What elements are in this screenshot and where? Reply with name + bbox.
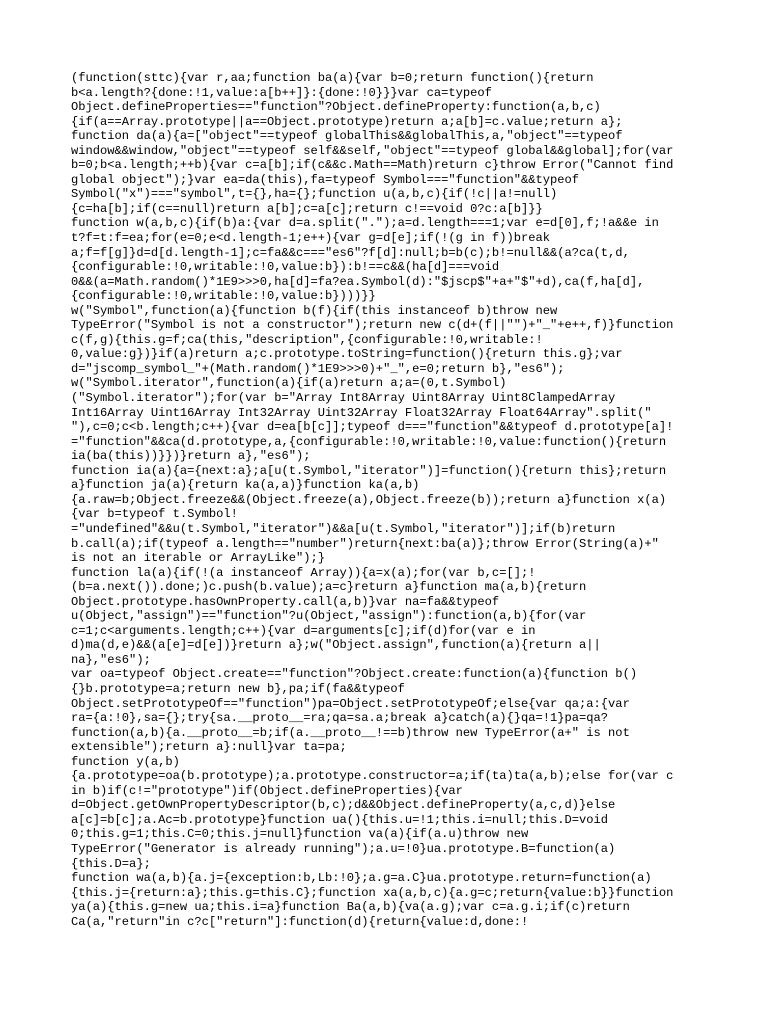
code-line: a}function ja(a){return ka(a,a)}function ka(a,b) — [71, 478, 420, 493]
code-text-block — [71, 71, 711, 929]
code-line: function w(a,b,c){if(b)a:{var d=a.split(".");a=d.length===1;var e=d[0],f;!a&&e in — [71, 216, 659, 231]
code-line: c=1;c<arguments.length;c++){var d=arguments[c];if(d)for(var e in — [71, 623, 536, 638]
code-line: {a.prototype=oa(b.prototype);a.prototype.constructor=a;if(ta)ta(a,b);else for(var c — [71, 769, 674, 784]
code-line: Object.prototype.hasOwnProperty.call(a,b)}var na=fa&&typeof — [71, 594, 500, 609]
code-line: Object.defineProperties=="function"?Object.defineProperty:function(a,b,c) — [71, 100, 601, 115]
code-line: ("Symbol.iterator");for(var b="Array Int8Array Uint8Array Uint8ClampedArray — [71, 391, 616, 406]
code-line: 0&&(a=Math.random()*1E9>>>0,ha[d]=fa?ea.Symbol(d):"$jscp$"+a+"$"+d),ca(f,ha[d], — [71, 274, 645, 289]
code-line: Symbol("x")==="symbol",t={},ha={};function u(a,b,c){if(!c||a!=null) — [71, 187, 558, 202]
code-line: w("Symbol.iterator",function(a){if(a)return a;a=(0,t.Symbol) — [71, 376, 507, 391]
code-line: ="undefined"&&u(t.Symbol,"iterator")&&a[u(t.Symbol,"iterator")];if(b)return — [71, 521, 616, 536]
code-line: d=Object.getOwnPropertyDescriptor(b,c);d&&Object.defineProperty(a,c,d)}else — [71, 798, 616, 813]
code-line: {var b=typeof t.Symbol! — [71, 507, 238, 522]
code-line: d)ma(d,e)&&(a[e]=d[e])}return a};w("Object.assign",function(a){return a|| — [71, 638, 601, 653]
code-line: 0;this.g=1;this.C=0;this.j=null}function va(a){if(a.u)throw new — [71, 827, 529, 842]
code-line: function da(a){a=["object"==typeof globalThis&&globalThis,a,"object"==typeof — [71, 129, 623, 144]
code-line: w("Symbol",function(a){function b(f){if(this instanceof b)throw new — [71, 303, 558, 318]
code-line: a[c]=b[c];a.Ac=b.prototype}function ua(){this.u=!1;this.i=null;this.D=void — [71, 812, 609, 827]
code-line: Object.setPrototypeOf=="function")pa=Object.setPrototypeOf;else{var qa;a:{var — [71, 696, 630, 711]
code-line: {configurable:!0,writable:!0,value:b})))}} — [71, 289, 376, 304]
code-line: TypeError("Generator is already running");a.u=!0}ua.prototype.B=function(a) — [71, 841, 616, 856]
code-line: function wa(a,b){a.j={exception:b,Lb:!0};a.g=a.C}ua.prototype.return=function(a) — [71, 871, 652, 886]
code-line: {a.raw=b;Object.freeze&&(Object.freeze(a),Object.freeze(b));return a}function x(a) — [71, 492, 667, 507]
code-line: {this.D=a}; — [71, 856, 151, 871]
code-line: TypeError("Symbol is not a constructor");return new c(d+(f||"")+"_"+e++,f)}function — [71, 318, 674, 333]
code-line: (b=a.next()).done;)c.push(b.value);a=c}return a}function ma(a,b){return — [71, 580, 587, 595]
code-line: is not an iterable or ArrayLike");} — [71, 551, 326, 566]
code-line: 0,value:g})}if(a)return a;c.prototype.toString=function(){return this.g};var — [71, 347, 623, 362]
code-line: ya(a){this.g=new ua;this.i=a}function Ba(a,b){va(a.g);var c=a.g.i;if(c)return — [71, 900, 630, 915]
code-line: ia(ba(this))}})}return a},"es6"); — [71, 449, 311, 464]
code-line: ra={a:!0},sa={};try{sa.__proto__=ra;qa=sa.a;break a}catch(a){}qa=!1}pa=qa? — [71, 711, 609, 726]
code-line: function la(a){if(!(a instanceof Array)){a=x(a);for(var b,c=[];! — [71, 565, 536, 580]
code-line: {c=ha[b];if(c==null)return a[b];c=a[c];return c!==void 0?c:a[b]}} — [71, 201, 543, 216]
code-line: function ia(a){a={next:a};a[u(t.Symbol,"iterator")]=function(){return this};return — [71, 463, 667, 478]
code-line: function(a,b){a.__proto__=b;if(a.__proto__!==b)throw new TypeError(a+" is not — [71, 725, 630, 740]
code-line: c(f,g){this.g=f;ca(this,"description",{configurable:!0,writable:! — [71, 332, 543, 347]
code-line: (function(sttc){var r,aa;function ba(a){var b=0;return function(){return — [71, 71, 594, 85]
code-line: function y(a,b) — [71, 754, 180, 769]
code-line: {}b.prototype=a;return new b},pa;if(fa&&typeof — [71, 681, 405, 696]
code-line: in b)if(c!="prototype")if(Object.defineProperties){var — [71, 783, 463, 798]
code-line: t?f=t:f=ea;for(e=0;e<d.length-1;e++){var g=d[e];if(!(g in f))break — [71, 231, 550, 246]
code-line: d="jscomp_symbol_"+(Math.random()*1E9>>>0)+"_",e=0;return b},"es6"); — [71, 361, 565, 376]
code-line: global object");}var ea=da(this),fa=typeof Symbol==="function"&&typeof — [71, 172, 580, 187]
code-line: b<a.length?{done:!1,value:a[b++]}:{done:!0}}}var ca=typeof — [71, 85, 492, 100]
code-line: {if(a==Array.prototype||a==Object.prototype)return a;a[b]=c.value;return a}; — [71, 114, 623, 129]
code-line: u(Object,"assign")=="function"?u(Object,"assign"):function(a,b){for(var — [71, 609, 587, 624]
code-line: {configurable:!0,writable:!0,value:b}):b!==c&&(ha[d]===void — [71, 260, 500, 275]
code-line: na},"es6"); — [71, 652, 151, 667]
code-line: Int16Array Uint16Array Int32Array Uint32Array Float32Array Float64Array".split(" — [71, 405, 652, 420]
code-line: {this.j={return:a};this.g=this.C};function xa(a,b,c){a.g=c;return{value:b}}function — [71, 885, 674, 900]
code-line: var oa=typeof Object.create=="function"?Object.create:function(a){function b() — [71, 667, 638, 682]
code-line: window&&window,"object"==typeof self&&self,"object"==typeof global&&global];for(var — [71, 143, 674, 158]
code-line: extensible");return a}:null}var ta=pa; — [71, 740, 347, 755]
code-line: b=0;b<a.length;++b){var c=a[b];if(c&&c.Math==Math)return c}throw Error("Cannot find — [71, 158, 674, 173]
code-line: "),c=0;c<b.length;c++){var d=ea[b[c]];typeof d==="function"&&typeof d.prototype[a]! — [71, 420, 674, 435]
code-line: Ca(a,"return"in c?c["return"]:function(d){return{value:d,done:! — [71, 914, 529, 929]
code-line: b.call(a);if(typeof a.length=="number")return{next:ba(a)};throw Error(String(a)+" — [71, 536, 659, 551]
code-line: a;f=f[g]}d=d[d.length-1];c=fa&&c==="es6"?f[d]:null;b=b(c);b!=null&&(a?ca(t,d, — [71, 245, 630, 260]
code-line: ="function"&&ca(d.prototype,a,{configurable:!0,writable:!0,value:function(){return — [71, 434, 667, 449]
